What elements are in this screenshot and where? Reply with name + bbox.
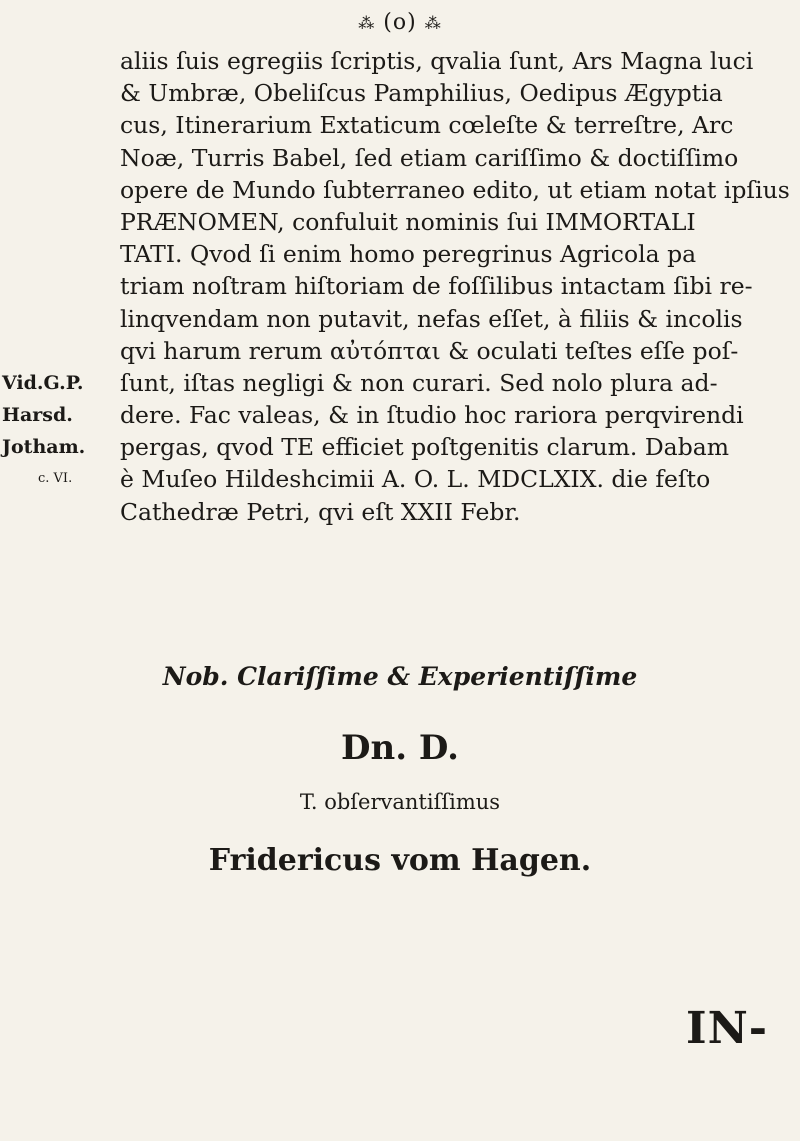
- text-line: TATI. Qvod ſi enim homo peregrinus Agricola pa: [120, 240, 697, 269]
- salutation-address: Nob. Clariſſime & Experientiſſime: [162, 662, 638, 691]
- margin-note: c. VI.: [38, 471, 73, 486]
- text-line: dere. Fac valeas, & in ſtudio hoc rariora perqvirendi: [120, 401, 744, 430]
- text-line: qvi harum rerum αὐτόπται & oculati teſtes eſſe poſ-: [120, 336, 739, 365]
- margin-note: Jotham.: [2, 436, 86, 458]
- text-line: Noæ, Turris Babel, ſed etiam cariſſimo & doctiſſimo: [120, 143, 739, 172]
- text-line: è Muſeo Hildeshcimii A. O. L. MDCLXIX. die feſto: [120, 465, 711, 494]
- body-text: [120, 45, 800, 528]
- text-line: pergas, qvod TE efficiet poſtgenitis clarum. Dabam: [120, 433, 730, 462]
- text-line: aliis ſuis egregiis ſcriptis, qvalia ſunt, Ars Magna luci: [120, 47, 754, 75]
- text-line: linqvendam non putavit, nefas eſſet, à filiis & incolis: [120, 304, 743, 333]
- text-line: ſunt, iſtas negligi & non curari. Sed nolo plura ad-: [120, 368, 718, 397]
- margin-note: Harsd.: [2, 404, 73, 426]
- ornament-right-icon: ⁂: [424, 13, 442, 33]
- signature-name: Fridericus vom Hagen.: [208, 843, 592, 878]
- margin-notes: [2, 367, 114, 495]
- page-header: [0, 10, 800, 35]
- catchword: IN-: [686, 1003, 769, 1054]
- ornament-left-icon: ⁂: [358, 13, 376, 33]
- text-line: Cathedræ Petri, qvi eſt XXII Febr.: [120, 497, 521, 526]
- salutation-closing: T. obſervantiſſimus: [299, 790, 501, 814]
- margin-note: Vid.G.P.: [2, 372, 84, 394]
- salutation-title: Dn. D.: [341, 728, 459, 768]
- text-line: cus, Itinerarium Extaticum cœleſte & terreſtre, Arc: [120, 111, 734, 140]
- text-line: & Umbræ, Obeliſcus Pamphilius, Oedipus Ægyptia: [120, 79, 723, 108]
- text-line: triam noſtram hiſtoriam de foſſilibus intactam ſibi re-: [120, 272, 753, 301]
- text-line: opere de Mundo ſubterraneo edito, ut etiam notat ipſius: [120, 175, 790, 204]
- page-number: (o): [383, 10, 417, 35]
- text-line: PRÆNOMEN, confuluit nominis ſui IMMORTALI: [120, 207, 696, 236]
